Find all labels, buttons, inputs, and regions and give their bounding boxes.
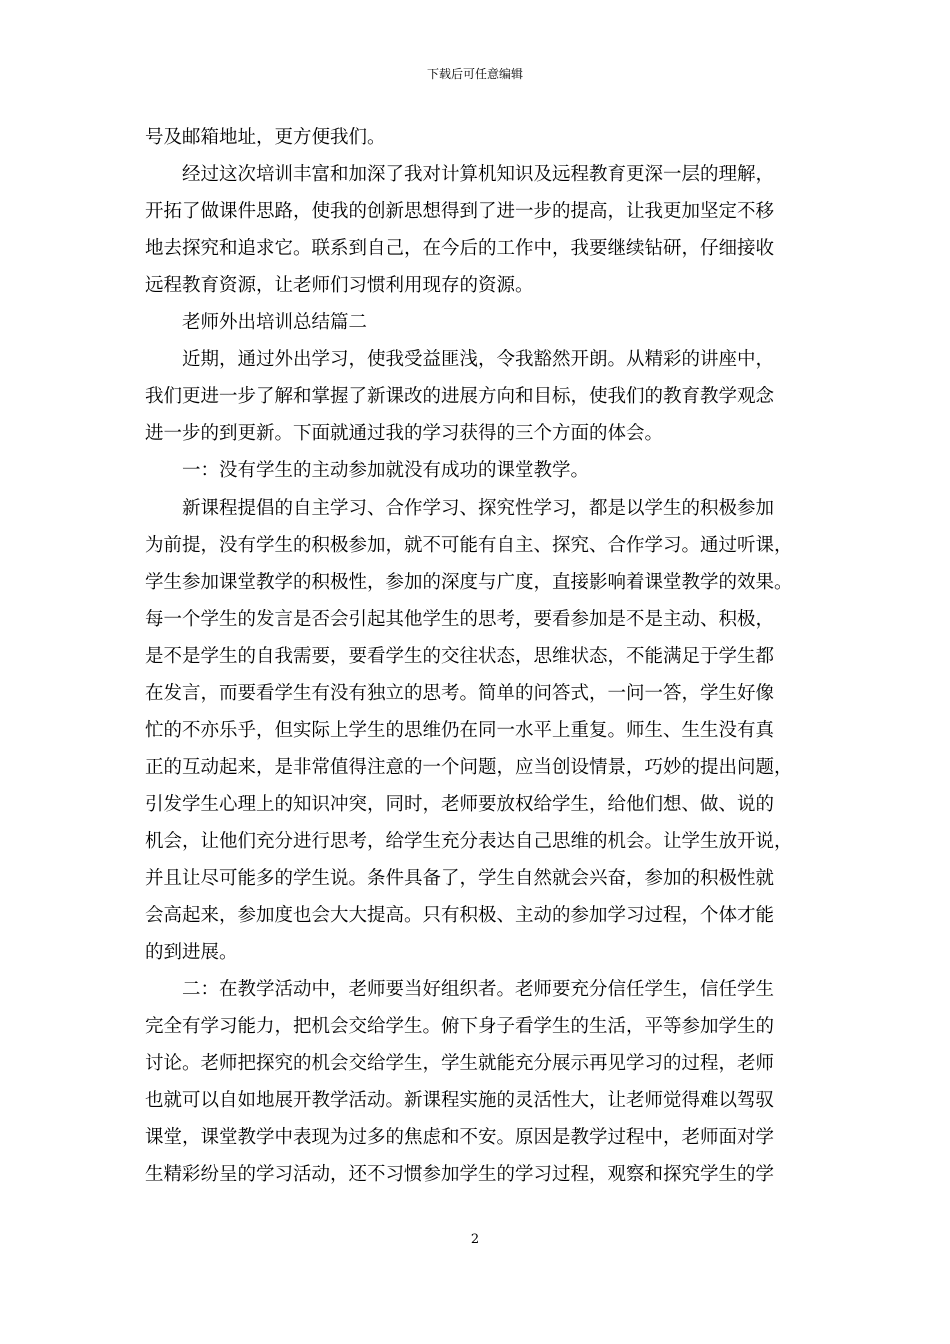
text-line: 远程教育资源，让老师们习惯利用现存的资源。 — [145, 275, 534, 296]
text-line: 是不是学生的自我需要，要看学生的交往状态，思维状态，不能满足于学生都 — [145, 646, 775, 667]
text-line: 机会，让他们充分进行思考，给学生充分表达自己思维的机会。让学生放开说， — [145, 831, 793, 852]
text-line: 我们更进一步了解和掌握了新课改的进展方向和目标，使我们的教育教学观念 — [145, 386, 775, 407]
text-line: 开拓了做课件思路，使我的创新思想得到了进一步的提高，让我更加坚定不移 — [145, 201, 775, 222]
text-line: 的到进展。 — [145, 942, 238, 963]
text-line: 为前提，没有学生的积极参加，就不可能有自主、探究、合作学习。通过听课， — [145, 535, 793, 556]
text-line: 完全有学习能力，把机会交给学生。俯下身子看学生的生活，平等参加学生的 — [145, 1016, 775, 1037]
paragraph-start: 经过这次培训丰富和加深了我对计算机知识及远程教育更深一层的理解， — [182, 164, 775, 185]
text-line: 会高起来，参加度也会大大提高。只有积极、主动的参加学习过程，个体才能 — [145, 905, 775, 926]
text-line: 课堂，课堂教学中表现为过多的焦虑和不安。原因是教学过程中，老师面对学 — [145, 1127, 775, 1148]
text-line: 号及邮箱地址，更方便我们。 — [145, 127, 386, 148]
text-line: 学生参加课堂教学的积极性，参加的深度与广度，直接影响着课堂教学的效果。 — [145, 572, 793, 593]
text-line: 地去探究和追求它。联系到自己，在今后的工作中，我要继续钻研，仔细接收 — [145, 238, 775, 259]
paragraph-start: 近期，通过外出学习，使我受益匪浅，令我豁然开朗。从精彩的讲座中， — [182, 349, 775, 370]
text-line: 正的互动起来，是非常值得注意的一个问题，应当创设情景，巧妙的提出问题， — [145, 757, 793, 778]
paragraph-start: 新课程提倡的自主学习、合作学习、探究性学习，都是以学生的积极参加 — [182, 498, 775, 519]
text-line: 讨论。老师把探究的机会交给学生，学生就能充分展示再见学习的过程，老师 — [145, 1053, 775, 1074]
text-line: 生精彩纷呈的学习活动，还不习惯参加学生的学习过程，观察和探究学生的学 — [145, 1164, 775, 1185]
text-line: 忙的不亦乐乎，但实际上学生的思维仍在同一水平上重复。师生、生生没有真 — [145, 720, 775, 741]
text-line: 进一步的到更新。下面就通过我的学习获得的三个方面的体会。 — [145, 423, 664, 444]
text-line: 也就可以自如地展开教学活动。新课程实施的灵活性大，让老师觉得难以驾驭 — [145, 1090, 775, 1111]
page-number: 2 — [470, 1232, 480, 1247]
text-line: 每一个学生的发言是否会引起其他学生的思考，要看参加是不是主动、积极， — [145, 609, 775, 630]
page-header: 下载后可任意编辑 — [426, 67, 523, 81]
point-heading: 二：在教学活动中，老师要当好组织者。老师要充分信任学生，信任学生 — [182, 979, 775, 1000]
section-title: 老师外出培训总结篇二 — [182, 312, 368, 333]
text-line: 引发学生心理上的知识冲突，同时，老师要放权给学生，给他们想、做、说的 — [145, 794, 775, 815]
point-heading: 一：没有学生的主动参加就没有成功的课堂教学。 — [182, 460, 590, 481]
text-line: 并且让尽可能多的学生说。条件具备了，学生自然就会兴奋，参加的积极性就 — [145, 868, 775, 889]
text-line: 在发言，而要看学生有没有独立的思考。简单的问答式，一问一答，学生好像 — [145, 683, 775, 704]
